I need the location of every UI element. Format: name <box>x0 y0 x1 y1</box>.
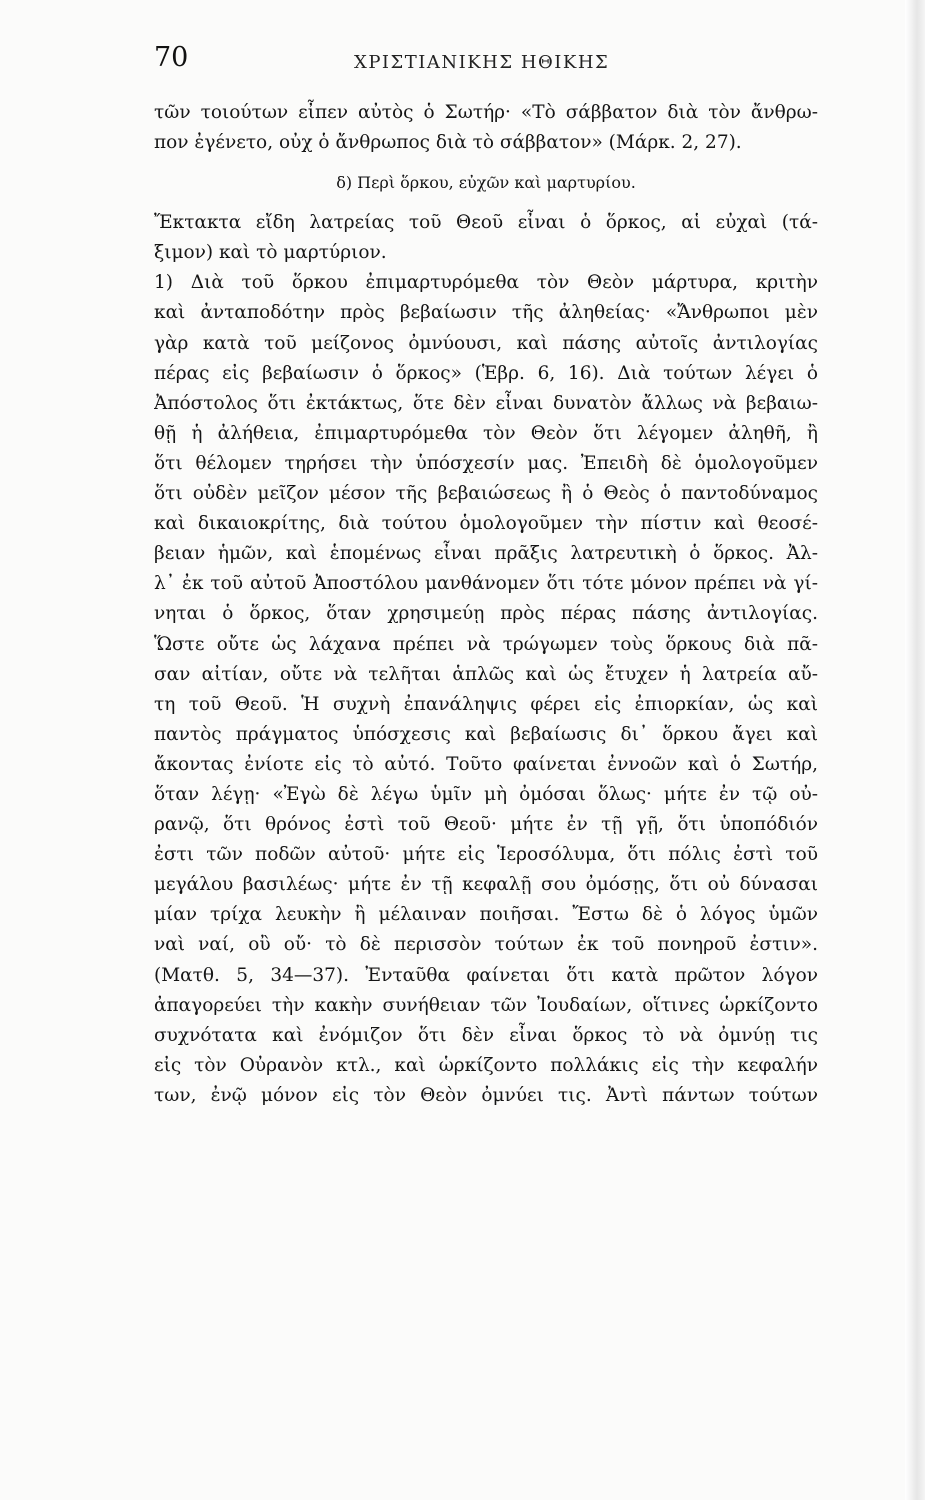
running-title: ΧΡΙΣΤΙΑΝΙΚΗΣ ΗΘΙΚΗΣ <box>354 52 610 73</box>
text-line: Ἔκτακτα εἴδη λατρείας τοῦ Θεοῦ εἶναι ὁ ὅρκος, αἱ εὐχαὶ (τά- <box>154 212 818 234</box>
text-line: τη τοῦ Θεοῦ. Ἡ συχνὴ ἐπανάληψις φέρει εἰς ἐπιορκίαν, ὡς καὶ <box>154 693 818 715</box>
text-line: ἀπαγορεύει τὴν κακὴν συνήθειαν τῶν Ἰουδαίων, οἵτινες ὡρκίζοντο <box>154 994 818 1016</box>
text-line: μεγάλου βασιλέως· μήτε ἐν τῇ κεφαλῇ σου ὀμόσῃς, ὅτι οὐ δύνασαι <box>154 874 818 896</box>
text-line: λ᾽ ἐκ τοῦ αὐτοῦ Ἀποστόλου μανθάνομεν ὅτι τότε μόνον πρέπει νὰ γί- <box>154 573 818 595</box>
text-line: ναὶ ναί, οὒ οὔ· τὸ δὲ περισσὸν τούτων ἐκ τοῦ πονηροῦ ἐστιν». <box>154 934 818 956</box>
page-header <box>154 42 814 82</box>
text-line: τῶν τοιούτων εἶπεν αὐτὸς ὁ Σωτήρ· «Τὸ σάββατον διὰ τὸν ἄνθρω- <box>154 102 818 123</box>
text-line: πον ἐγένετο, οὐχ ὁ ἄνθρωπος διὰ τὸ σάββατον» (Μάρκ. 2, 27). <box>154 132 742 154</box>
text-line: 1) Διὰ τοῦ ὅρκου ἐπιμαρτυρόμεθα τὸν Θεὸν μάρτυρα, κριτὴν <box>154 272 818 294</box>
text-line: συχνότατα καὶ ἐνόμιζον ὅτι δὲν εἶναι ὅρκος τὸ νὰ ὀμνύῃ τις <box>154 1024 818 1046</box>
text-line: εἰς τὸν Οὐρανὸν κτλ., καὶ ὡρκίζοντο πολλάκις εἰς τὴν κεφαλήν <box>154 1054 818 1076</box>
text-line: ὅτι οὐδὲν μεῖζον μέσον τῆς βεβαιώσεως ἢ ὁ Θεὸς ὁ παντοδύναμος <box>154 483 818 505</box>
text-line: πέρας εἰς βεβαίωσιν ὁ ὅρκος» (Ἑβρ. 6, 16). Διὰ τούτων λέγει ὁ <box>154 362 818 384</box>
text-line: γὰρ κατὰ τοῦ μείζονος ὀμνύουσι, καὶ πάσης αὐτοῖς ἀντιλογίας <box>154 332 818 354</box>
section-heading: δ) Περὶ ὅρκου, εὐχῶν καὶ μαρτυρίου. <box>336 173 636 193</box>
text-line: Ἀπόστολος ὅτι ἐκτάκτως, ὅτε δὲν εἶναι δυνατὸν ἄλλως νὰ βεβαιω- <box>154 392 818 414</box>
text-line: ρανῷ, ὅτι θρόνος ἐστὶ τοῦ Θεοῦ· μήτε ἐν τῇ γῇ, ὅτι ὑποπόδιόν <box>154 814 818 836</box>
text-line: θῇ ἡ ἀλήθεια, ἐπιμαρτυρόμεθα τὸν Θεὸν ὅτι λέγομεν ἀληθῆ, ἢ <box>154 422 818 444</box>
text-line: βειαν ἡμῶν, καὶ ἑπομένως εἶναι πρᾶξις λατρευτικὴ ὁ ὅρκος. Ἀλ- <box>154 543 818 565</box>
page-number: 70 <box>154 42 189 73</box>
body-text <box>154 98 818 1111</box>
text-line: καὶ ἀνταποδότην πρὸς βεβαίωσιν τῆς ἀληθείας· «Ἄνθρωποι μὲν <box>154 302 818 324</box>
text-line: σαν αἰτίαν, οὔτε νὰ τελῆται ἁπλῶς καὶ ὡς ἔτυχεν ἡ λατρεία αὔ- <box>154 663 818 685</box>
text-line: ὅτι θέλομεν τηρήσει τὴν ὑπόσχεσίν μας. Ἐπειδὴ δὲ ὁμολογοῦμεν <box>154 452 818 474</box>
text-line: μίαν τρίχα λευκὴν ἢ μέλαιναν ποιῆσαι. Ἔστω δὲ ὁ λόγος ὑμῶν <box>154 904 818 926</box>
scan-edge-shadow <box>905 0 925 1500</box>
text-line: νηται ὁ ὅρκος, ὅταν χρησιμεύῃ πρὸς πέρας πάσης ἀντιλογίας. <box>154 603 818 625</box>
text-line: Ὥστε οὔτε ὡς λάχανα πρέπει νὰ τρώγωμεν τοὺς ὅρκους διὰ πᾶ- <box>154 633 818 655</box>
text-line: ὅταν λέγῃ· «Ἐγὼ δὲ λέγω ὑμῖν μὴ ὀμόσαι ὅλως· μήτε ἐν τῷ οὐ- <box>154 783 818 805</box>
text-line: παντὸς πράγματος ὑπόσχεσις καὶ βεβαίωσις δι᾽ ὅρκου ἄγει καὶ <box>154 723 818 745</box>
text-line: ξιμον) καὶ τὸ μαρτύριον. <box>154 242 387 264</box>
text-line: ἄκοντας ἐνίοτε εἰς τὸ αὐτό. Τοῦτο φαίνεται ἐννοῶν καὶ ὁ Σωτήρ, <box>154 753 818 775</box>
text-line: των, ἐνῷ μόνον εἰς τὸν Θεὸν ὀμνύει τις. Ἀντὶ πάντων τούτων <box>154 1084 818 1106</box>
text-line: καὶ δικαιοκρίτης, διὰ τούτου ὁμολογοῦμεν τὴν πίστιν καὶ θεοσέ- <box>154 513 818 535</box>
text-line: (Ματθ. 5, 34—37). Ἐνταῦθα φαίνεται ὅτι κατὰ πρῶτον λόγον <box>154 964 818 986</box>
text-line: ἐστι τῶν ποδῶν αὐτοῦ· μήτε εἰς Ἱεροσόλυμα, ὅτι πόλις ἐστὶ τοῦ <box>154 844 818 866</box>
